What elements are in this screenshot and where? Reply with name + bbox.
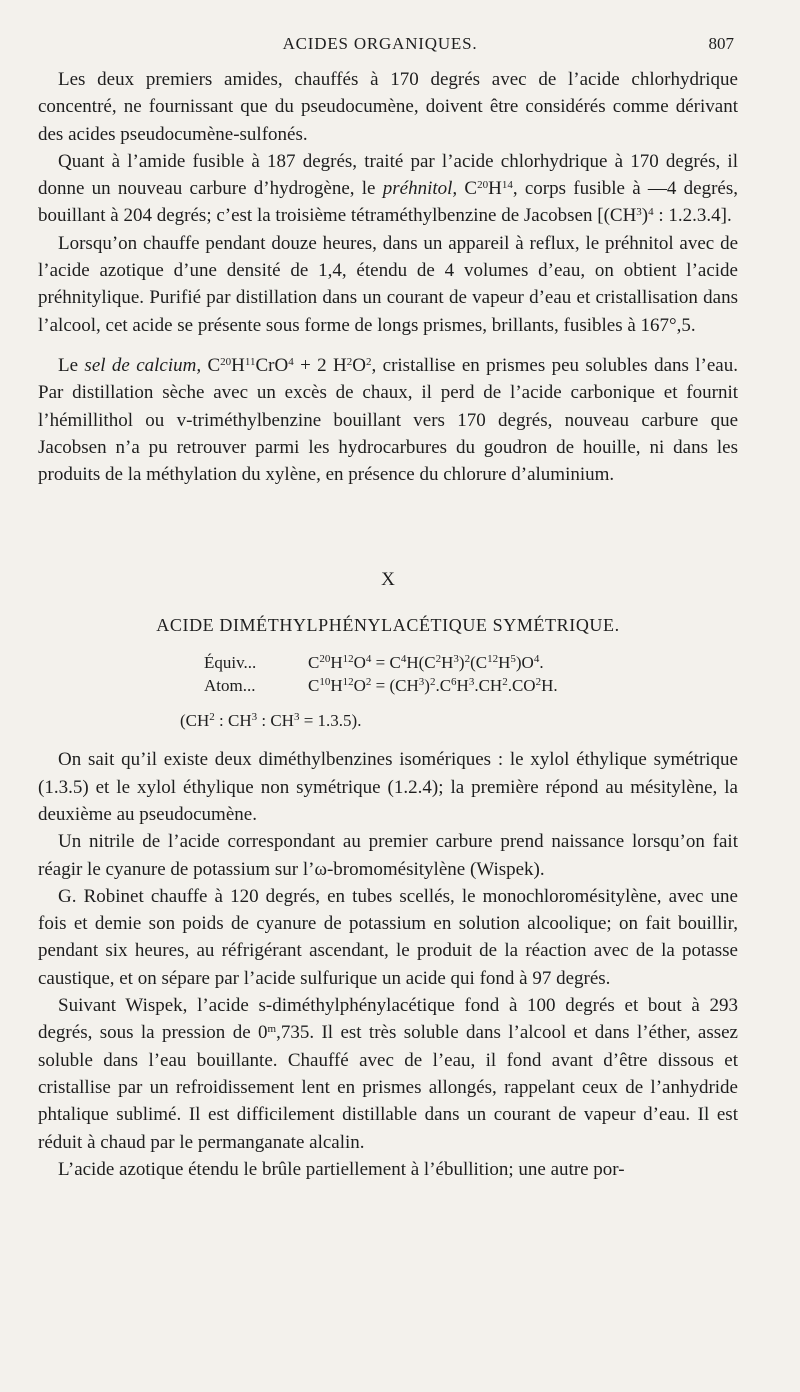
superscript: 2 (464, 653, 471, 666)
text-run: H (231, 354, 245, 376)
text-run: Un nitrile de l’acide correspondant au premier carbure prend naissance lorsqu’on fait réagir le cyanure de potassium sur l’ω-bromomésitylène (Wispek). (38, 831, 738, 880)
text-run: Lorsqu’on chauffe pendant douze heures, dans un appareil à reflux, le préhnitol avec de l’acide azotique d’une densité de 1,4, étendu de 4 volumes d’eau, on obtient l’acide préhnitylique. Purifié par distillation dans un courant de vapeur d’eau et cristallisation dans l’alcool, cet acide se présente sous forme de longs prismes, brillants, fusibles à 167°,5. (38, 232, 738, 336)
superscript: 4 (400, 653, 407, 666)
paragraph (38, 230, 738, 339)
text-run: C (201, 354, 221, 376)
text-run: ) (424, 676, 430, 696)
superscript: 10 (319, 676, 331, 689)
text-run: : 1.2.3.4]. (653, 205, 732, 227)
text-run: H (488, 178, 502, 200)
superscript: 2 (429, 676, 436, 689)
superscript: 2 (209, 711, 215, 724)
text-run: )O (515, 653, 534, 673)
text-run: L’acide azotique étendu le brûle partiellement à l’ébullition; une autre por- (58, 1158, 625, 1180)
text-run: G. Robinet chauffe à 120 degrés, en tubes scellés, le monochloromésitylène, avec une fois et demie son poids de cyanure de potassium en solution alcoolique; on fait bouillir, pendant six heures, au réfrigérant ascendant, le produit de la réaction avec de la potasse caustique, et on sépare par l’acide sulfurique un acide qui fond à 97 degrés. (38, 885, 738, 989)
text-run: = C (371, 653, 401, 673)
superscript: 3 (468, 676, 475, 689)
text-run: = 1.3.5). (299, 711, 362, 731)
text-run: O (353, 676, 366, 696)
text-run: H (456, 676, 469, 696)
superscript: 4 (648, 206, 654, 219)
text-run: Les deux premiers amides, chauffés à 170 degrés avec de l’acide chlorhydrique concentré, ne fournissant que du pseudocumène, doivent être considérés comme dérivant des acides pseudocumène-sulfonés. (38, 69, 738, 145)
superscript: 3 (293, 711, 300, 724)
text-run: + 2 H (293, 354, 347, 376)
paragraph (38, 352, 738, 488)
text-run: Suivant Wispek, l’acide s-diméthylphénylacétique fond à 100 degrés et bout à 293 degrés, sous la pression de 0 (38, 995, 738, 1044)
italic-term: sel de calcium, (84, 354, 202, 376)
text-run: H. (541, 676, 558, 696)
text-run: , corps fusible à —4 degrés, bouillant à 204 degrés; c’est la troisième tétraméthylbenzine de Jacobsen [(CH (38, 178, 738, 227)
text-run: ,735. Il est très soluble dans l’alcool et dans l’éther, assez soluble dans l’eau bouillante. Chauffé avec de l’eau, il fond avant d’être dissous et cristallise par un refroidissement lent en prismes allongés, rappelant ceux de l’anhydride phtalique sublimé. Il est difficilement distillable dans un courant de vapeur d’eau. Il est réduit à chaud par le permanganate alcalin. (38, 1022, 738, 1153)
body-text (38, 66, 738, 1183)
superscript: 4 (533, 653, 540, 666)
text-run: C (457, 178, 478, 200)
text-run: C (308, 653, 320, 673)
superscript: 2 (535, 676, 542, 689)
superscript: 2 (366, 355, 372, 368)
text-run: H (498, 653, 511, 673)
page-number: 807 (708, 34, 734, 53)
text-run: Quant à l’amide fusible à 187 degrés, traité par l’acide chlorhydrique à 170 degrés, il donne un nouveau carbure d’hydrogène, le (38, 150, 738, 200)
text-run: O (353, 653, 366, 673)
text-run: .C (435, 676, 452, 696)
section-number: X (381, 569, 395, 591)
formula-expression (308, 653, 544, 672)
text-run: = (CH (371, 676, 419, 696)
text-run: H (441, 653, 454, 673)
formula-expression (308, 676, 558, 695)
paragraph (38, 746, 738, 828)
superscript: 3 (453, 653, 459, 666)
text-run: .CH (474, 676, 503, 696)
superscript: 14 (501, 179, 513, 192)
section-title: ACIDE DIMÉTHYLPHÉNYLACÉTIQUE SYMÉTRIQUE. (156, 614, 620, 635)
superscript: 3 (251, 711, 258, 724)
paragraph (38, 883, 738, 992)
superscript: m (267, 1023, 277, 1036)
superscript: 4 (288, 355, 294, 368)
text-run: H(C (406, 653, 436, 673)
text-run: .CO (507, 676, 536, 696)
superscript: 2 (435, 653, 442, 666)
text-run: , cristallise en prismes peu solubles dans l’eau. Par distillation sèche avec un excès de chaux, il perd de l’acide carbonique et fournit l’hémillithol ou v-triméthylbenzine bouillant vers 170 degrés, nouveau carbure que Jacobsen n’a pu retrouver parmi les hydrocarbures du goudron de houille, ni dans les produits de la méthylation du xylène, en présence du chlorure d’aluminium. (38, 354, 738, 486)
paragraph (38, 828, 738, 883)
superscript: 11 (244, 355, 256, 368)
superscript: 3 (636, 206, 642, 219)
formula-block (204, 651, 738, 697)
superscript: 4 (365, 653, 372, 666)
text-run: (C (470, 653, 488, 673)
text-run: : CH (214, 711, 252, 731)
superscript: 5 (510, 653, 516, 666)
superscript: 20 (319, 653, 331, 666)
text-run: : CH (257, 711, 294, 731)
superscript: 20 (477, 179, 489, 192)
superscript: 12 (342, 653, 354, 666)
text-run: On sait qu’il existe deux diméthylbenzines isomériques : le xylol éthylique symétrique (1.3.5) et le xylol éthylique non symétrique (1.2.4); la première répond au mésitylène, la deuxième au pseudocumène. (38, 749, 738, 825)
superscript: 2 (365, 676, 372, 689)
superscript: 20 (220, 355, 232, 368)
text-run: C (308, 676, 320, 696)
formula-label: Atom... (204, 676, 256, 696)
text-run: . (539, 653, 544, 673)
running-head (0, 34, 800, 58)
structure-formula (38, 707, 738, 734)
paragraphs-after (38, 746, 738, 1183)
text-run: ) (641, 205, 649, 227)
superscript: 2 (346, 355, 353, 368)
text-run: H (330, 676, 343, 696)
text-run: H (330, 653, 343, 673)
superscript: 3 (418, 676, 425, 689)
italic-term: préhnitol, (382, 178, 458, 200)
text-run: (CH (180, 711, 210, 731)
text-run: O (352, 354, 367, 376)
text-run: Le (58, 354, 85, 376)
formula-label: Équiv... (204, 653, 257, 673)
formula-row (204, 674, 738, 697)
superscript: 6 (451, 676, 457, 689)
superscript: 2 (502, 676, 508, 689)
paragraph (38, 66, 738, 148)
paragraph (38, 992, 738, 1156)
text-run: CrO (255, 354, 289, 376)
text-run: ) (458, 653, 465, 673)
running-title: ACIDES ORGANIQUES. (282, 34, 478, 53)
formula-row (204, 651, 738, 674)
paragraph (38, 148, 738, 230)
paragraphs-before (38, 66, 738, 488)
superscript: 12 (342, 676, 354, 689)
superscript: 12 (487, 653, 499, 666)
paragraph (38, 1156, 738, 1183)
